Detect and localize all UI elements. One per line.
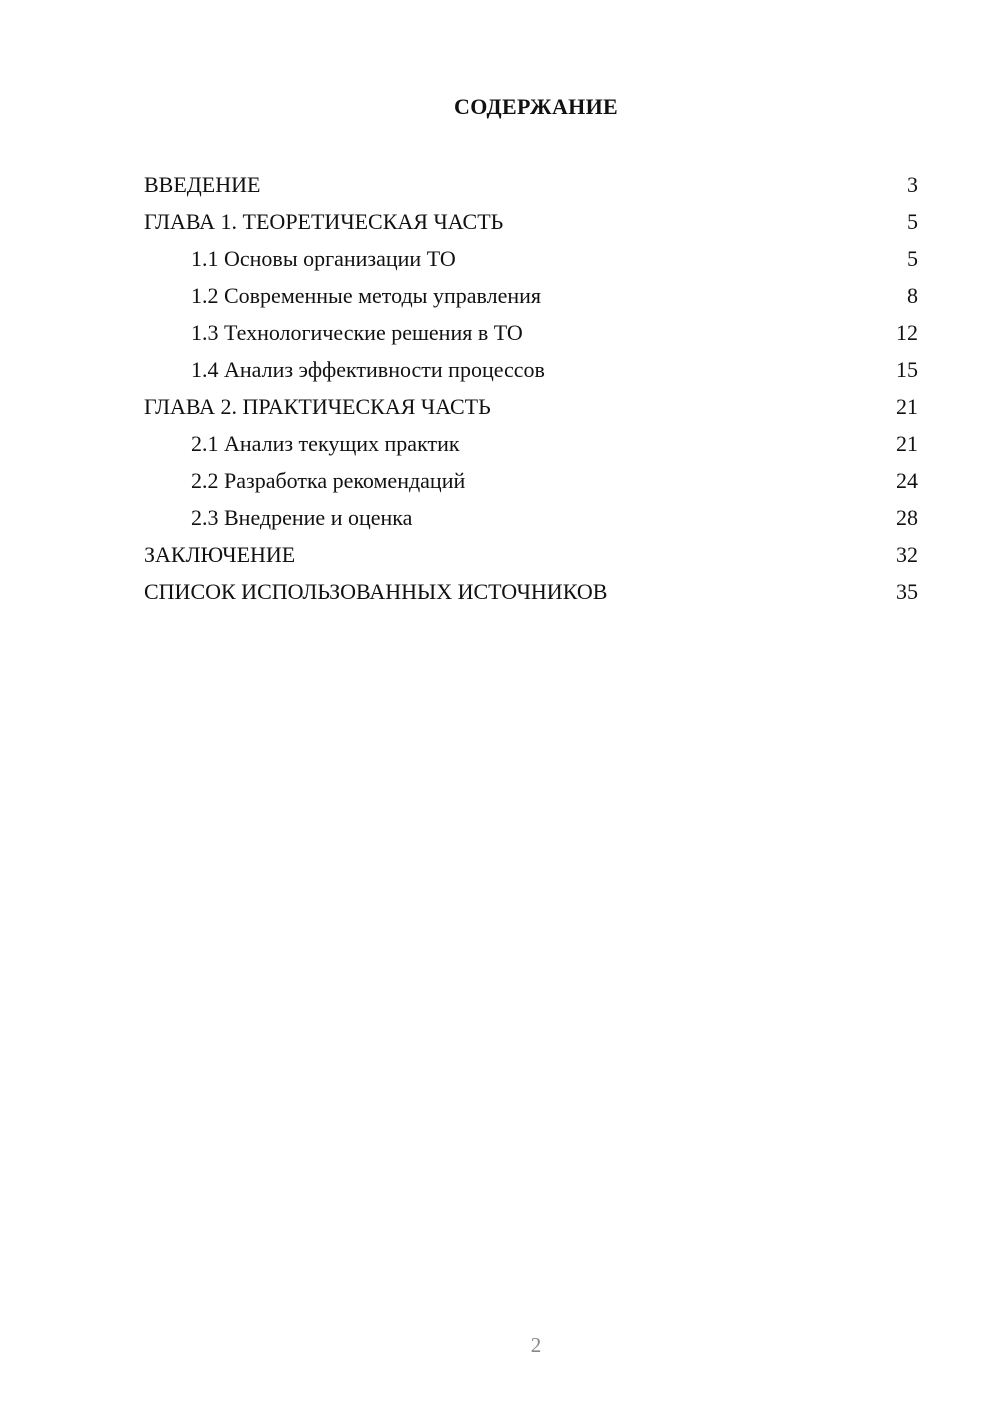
toc-entry-label: ВВЕДЕНИЕ bbox=[144, 172, 261, 197]
toc-entry-section-1-1[interactable] bbox=[144, 240, 918, 277]
toc-entry-label: ЗАКЛЮЧЕНИЕ bbox=[144, 542, 296, 567]
toc-entry-references[interactable] bbox=[144, 573, 918, 610]
toc-entry-page: 28 bbox=[896, 505, 918, 530]
table-of-contents bbox=[144, 166, 918, 610]
page-number: 2 bbox=[530, 1333, 542, 1357]
toc-entry-label: 2.3 Внедрение и оценка bbox=[191, 505, 413, 530]
page-title: СОДЕРЖАНИЕ bbox=[454, 94, 618, 119]
toc-entry-label: 1.2 Современные методы управления bbox=[191, 283, 542, 308]
toc-entry-section-1-3[interactable] bbox=[144, 314, 918, 351]
toc-entry-section-1-2[interactable] bbox=[144, 277, 918, 314]
toc-entry-label: ГЛАВА 2. ПРАКТИЧЕСКАЯ ЧАСТЬ bbox=[144, 394, 491, 419]
toc-entry-label: 1.1 Основы организации ТО bbox=[191, 246, 456, 271]
toc-entry-chapter-2[interactable] bbox=[144, 388, 918, 425]
toc-entry-section-1-4[interactable] bbox=[144, 351, 918, 388]
toc-entry-page: 35 bbox=[896, 579, 918, 604]
toc-entry-label: ГЛАВА 1. ТЕОРЕТИЧЕСКАЯ ЧАСТЬ bbox=[144, 209, 504, 234]
toc-entry-section-2-3[interactable] bbox=[144, 499, 918, 536]
toc-entry-section-2-2[interactable] bbox=[144, 462, 918, 499]
toc-entry-page: 8 bbox=[907, 283, 918, 308]
toc-entry-page: 3 bbox=[907, 172, 918, 197]
toc-entry-label: 1.4 Анализ эффективности процессов bbox=[191, 357, 545, 382]
toc-entry-page: 5 bbox=[907, 246, 918, 271]
toc-entry-page: 15 bbox=[896, 357, 918, 382]
toc-entry-section-2-1[interactable] bbox=[144, 425, 918, 462]
toc-entry-label: 2.1 Анализ текущих практик bbox=[191, 431, 460, 456]
toc-entry-introduction[interactable] bbox=[144, 166, 918, 203]
toc-entry-conclusion[interactable] bbox=[144, 536, 918, 573]
toc-entry-label: 1.3 Технологические решения в ТО bbox=[191, 320, 523, 345]
toc-entry-label: 2.2 Разработка рекомендаций bbox=[191, 468, 466, 493]
toc-entry-chapter-1[interactable] bbox=[144, 203, 918, 240]
toc-entry-label: СПИСОК ИСПОЛЬЗОВАННЫХ ИСТОЧНИКОВ bbox=[144, 579, 608, 604]
toc-entry-page: 12 bbox=[896, 320, 918, 345]
toc-entry-page: 32 bbox=[896, 542, 918, 567]
toc-entry-page: 5 bbox=[907, 209, 918, 234]
toc-entry-page: 21 bbox=[896, 394, 918, 419]
toc-entry-page: 24 bbox=[896, 468, 918, 493]
toc-entry-page: 21 bbox=[896, 431, 918, 456]
